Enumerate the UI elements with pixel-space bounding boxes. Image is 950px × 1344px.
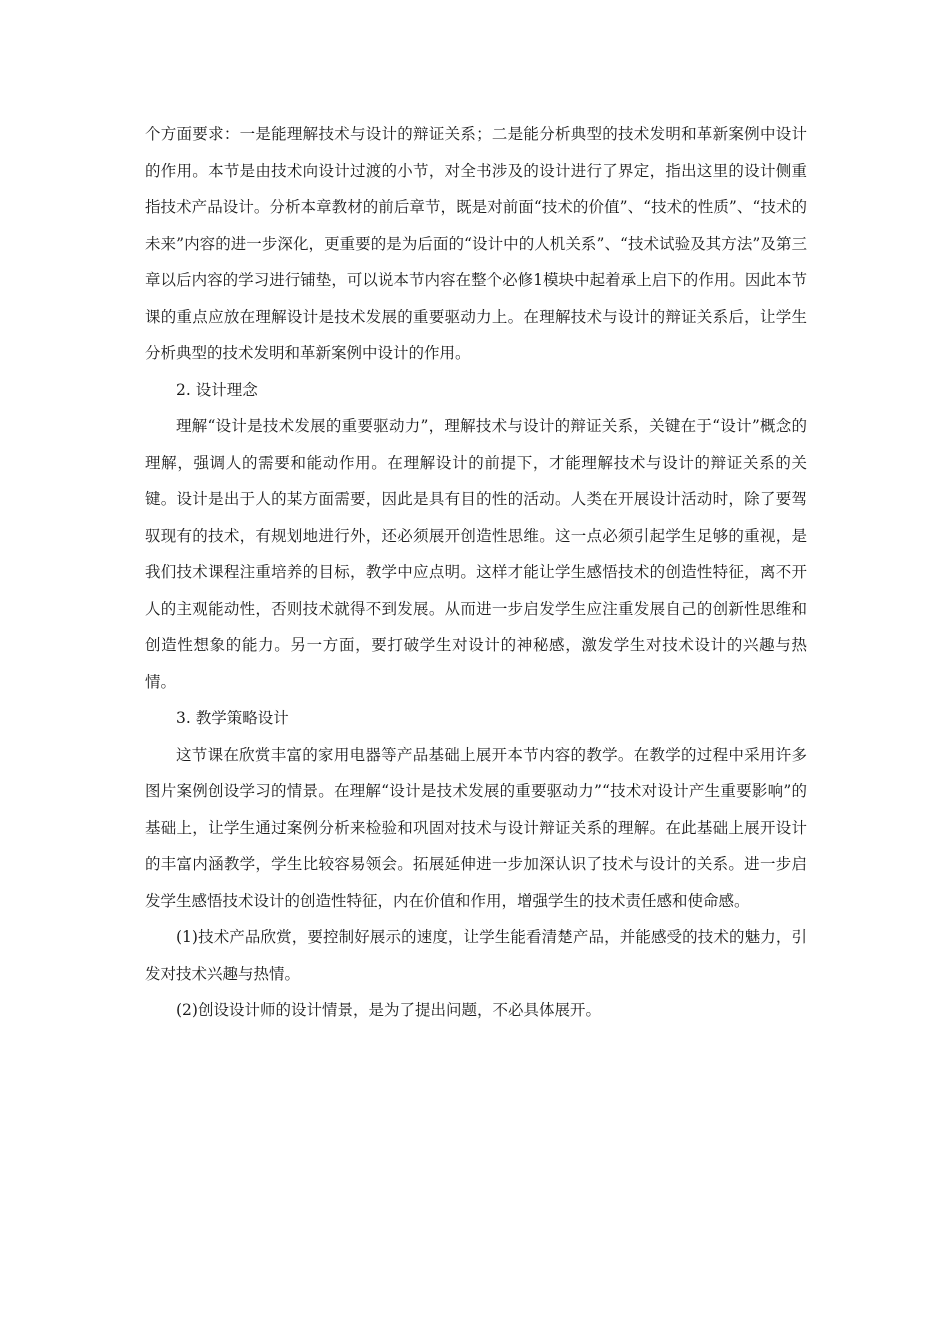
list-item-1: (1)技术产品欣赏，要控制好展示的速度，让学生能看清楚产品，并能感受的技术的魅力，引发对技术兴趣与热情。 xyxy=(145,928,807,983)
paragraph-requirements: 个方面要求：一是能理解技术与设计的辩证关系；二是能分析典型的技术发明和革新案例中设计的作用。本节是由技术向设计过渡的小节，对全书涉及的设计进行了界定，指出这里的设计侧重指技术产品设计。分析本章教材的前后章节，既是对前面“技术的价值”、“技术的性质”、“技术的未来”内容的进一步深化，更重要的是为后面的“设计中的人机关系”、“技术试验及其方法”及第三章以后内容的学习进行铺垫，可以说本节内容在整个必修1模块中起着承上启下的作用。因此本节课的重点应放在理解设计是技术发展的重要驱动力上。在理解技术与设计的辩证关系后，让学生分析典型的技术发明和革新案例中设计的作用。 xyxy=(145,125,807,362)
paragraph-design-concept: 理解“设计是技术发展的重要驱动力”，理解技术与设计的辩证关系，关键在于“设计”概念的理解，强调人的需要和能动作用。在理解设计的前提下，才能理解技术与设计的辩证关系的关键。设计是出于人的某方面需要，因此是具有目的性的活动。人类在开展设计活动时，除了要驾驭现有的技术，有规划地进行外，还必须展开创造性思维。这一点必须引起学生足够的重视，是我们技术课程注重培养的目标，教学中应点明。这样才能让学生感悟技术的创造性特征，离不开人的主观能动性，否则技术就得不到发展。从而进一步启发学生应注重发展自己的创新性思维和创造性想象的能力。另一方面，要打破学生对设计的神秘感，激发学生对技术设计的兴趣与热情。 xyxy=(145,417,807,691)
paragraph-teaching-strategy: 这节课在欣赏丰富的家用电器等产品基础上展开本节内容的教学。在教学的过程中采用许多图片案例创设学习的情景。在理解“设计是技术发展的重要驱动力”“技术对设计产生重要影响”的基础上，让学生通过案例分析来检验和巩固对技术与设计辩证关系的理解。在此基础上展开设计的丰富内涵教学，学生比较容易领会。拓展延伸进一步加深认识了技术与设计的关系。进一步启发学生感悟技术设计的创造性特征，内在价值和作用，增强学生的技术责任感和使命感。 xyxy=(145,745,807,910)
heading-teaching-strategy: 3. 教学策略设计 xyxy=(176,709,289,727)
document-page xyxy=(145,116,807,1029)
list-item-2: (2)创设设计师的设计情景，是为了提出问题，不必具体展开。 xyxy=(176,1001,601,1019)
heading-design-concept: 2. 设计理念 xyxy=(176,380,258,399)
